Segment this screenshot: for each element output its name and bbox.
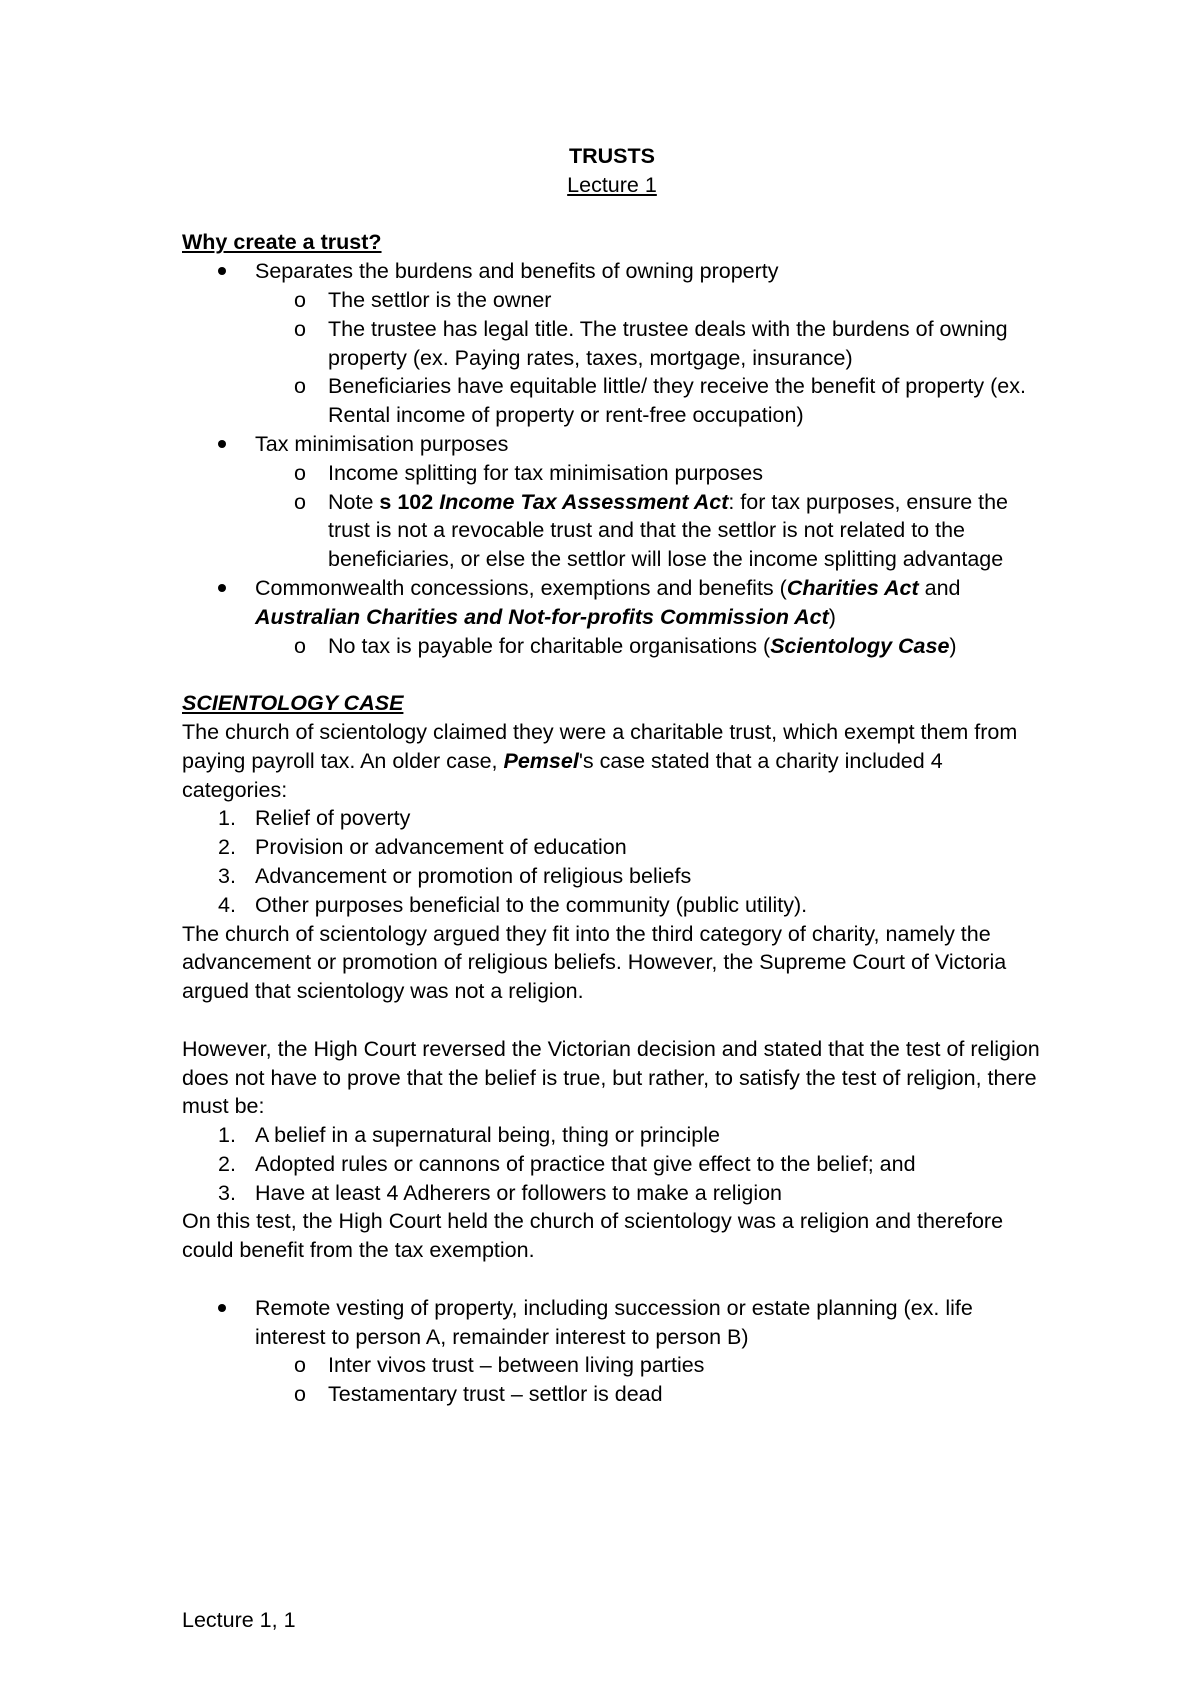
section-heading-why: Why create a trust? <box>182 230 382 255</box>
numbered-item: 1. A belief in a supernatural being, thing or principle <box>218 1123 720 1148</box>
sub-bullet-icon: o <box>294 316 306 341</box>
paragraph: On this test, the High Court held the church of scientology was a religion and therefore could benefit from the tax exemption. <box>182 1209 1004 1263</box>
bullet-text: Tax minimisation purposes <box>255 431 509 456</box>
bullet-icon <box>218 1294 226 1323</box>
numbered-item: 3. Have at least 4 Adherers or followers to make a religion <box>218 1180 783 1205</box>
page-subtitle: Lecture 1 <box>567 172 657 197</box>
bullet-icon <box>218 430 226 459</box>
sub-bullet-text: Beneficiaries have equitable little/ they receive the benefit of property (ex. Rental income of property or rent-free occupation) <box>328 374 1026 428</box>
sub-bullet-item <box>182 459 1042 488</box>
numbered-item: 4. Other purposes beneficial to the community (public utility). <box>218 892 808 917</box>
page-footer: Lecture 1, 1 <box>182 1608 296 1632</box>
sub-bullet-text: The trustee has legal title. The trustee deals with the burdens of owning property (ex. Paying rates, taxes, mortgage, insurance) <box>328 316 1008 370</box>
sub-bullet-text: No tax is payable for charitable organisations (Scientology Case) <box>328 633 957 658</box>
bullet-item <box>182 430 1042 459</box>
document-body <box>182 142 1042 1409</box>
sub-bullet-item <box>182 1351 1042 1380</box>
paragraph: However, the High Court reversed the Victorian decision and stated that the test of religion does not have to prove that the belief is true, but rather, to satisfy the test of religion, there must be: <box>182 1036 1040 1119</box>
page-title: TRUSTS <box>569 144 655 168</box>
numbered-item: 1. Relief of poverty <box>218 806 411 831</box>
sub-bullet-icon: o <box>294 460 306 485</box>
sub-bullet-icon: o <box>294 1353 306 1378</box>
statute-section: s 102 <box>379 489 434 514</box>
sub-bullet-text: Income splitting for tax minimisation purposes <box>328 460 763 485</box>
bullet-text: Commonwealth concessions, exemptions and benefits (Charities Act and Australian Charities and Not-for-profits Commission Act) <box>255 575 961 629</box>
sub-bullet-item <box>182 286 1042 315</box>
sub-bullet-item <box>182 372 1042 430</box>
sub-bullet-text: Testamentary trust – settlor is dead <box>328 1382 663 1407</box>
statute-name: Australian Charities and Not-for-profits Commission Act <box>255 604 829 629</box>
sub-bullet-icon: o <box>294 374 306 399</box>
paragraph: The church of scientology claimed they were a charitable trust, which exempt them from paying payroll tax. An older case, Pemsel's case stated that a charity included 4 categories: <box>182 719 1018 802</box>
bullet-item <box>182 574 1042 632</box>
numbered-item: 2. Provision or advancement of education <box>218 835 627 860</box>
statute-name: Charities Act <box>786 575 919 600</box>
sub-bullet-item <box>182 632 1042 661</box>
sub-bullet-item <box>182 488 1042 574</box>
sub-bullet-icon: o <box>294 489 306 514</box>
case-name: Scientology Case <box>770 633 950 658</box>
bullet-icon <box>218 574 226 603</box>
bullet-item <box>182 257 1042 286</box>
sub-bullet-text: Inter vivos trust – between living parties <box>328 1353 705 1378</box>
sub-bullet-icon: o <box>294 633 306 658</box>
sub-bullet-icon: o <box>294 1382 306 1407</box>
statute-name: Income Tax Assessment Act <box>439 489 729 514</box>
sub-bullet-text: Note s 102 Income Tax Assessment Act: for tax purposes, ensure the trust is not a revocable trust and that the settlor is not related to the beneficiaries, or else the settlor will lose the income splitting advantage <box>328 489 1009 572</box>
case-name: Pemsel <box>503 748 579 773</box>
sub-bullet-item <box>182 315 1042 373</box>
bullet-icon <box>218 257 226 286</box>
bullet-item <box>182 1294 1042 1352</box>
bullet-text: Remote vesting of property, including succession or estate planning (ex. life interest to person A, remainder interest to person B) <box>255 1295 973 1349</box>
numbered-item: 3. Advancement or promotion of religious beliefs <box>218 863 692 888</box>
sub-bullet-item <box>182 1380 1042 1409</box>
section-heading-scientology: SCIENTOLOGY CASE <box>182 691 404 716</box>
sub-bullet-icon: o <box>294 287 306 312</box>
bullet-text: Separates the burdens and benefits of owning property <box>255 259 779 284</box>
paragraph: The church of scientology argued they fit into the third category of charity, namely the advancement or promotion of religious beliefs. However, the Supreme Court of Victoria argued that scientology was not a religion. <box>182 921 1007 1004</box>
sub-bullet-text: The settlor is the owner <box>328 287 552 312</box>
numbered-item: 2. Adopted rules or cannons of practice that give effect to the belief; and <box>218 1151 916 1176</box>
